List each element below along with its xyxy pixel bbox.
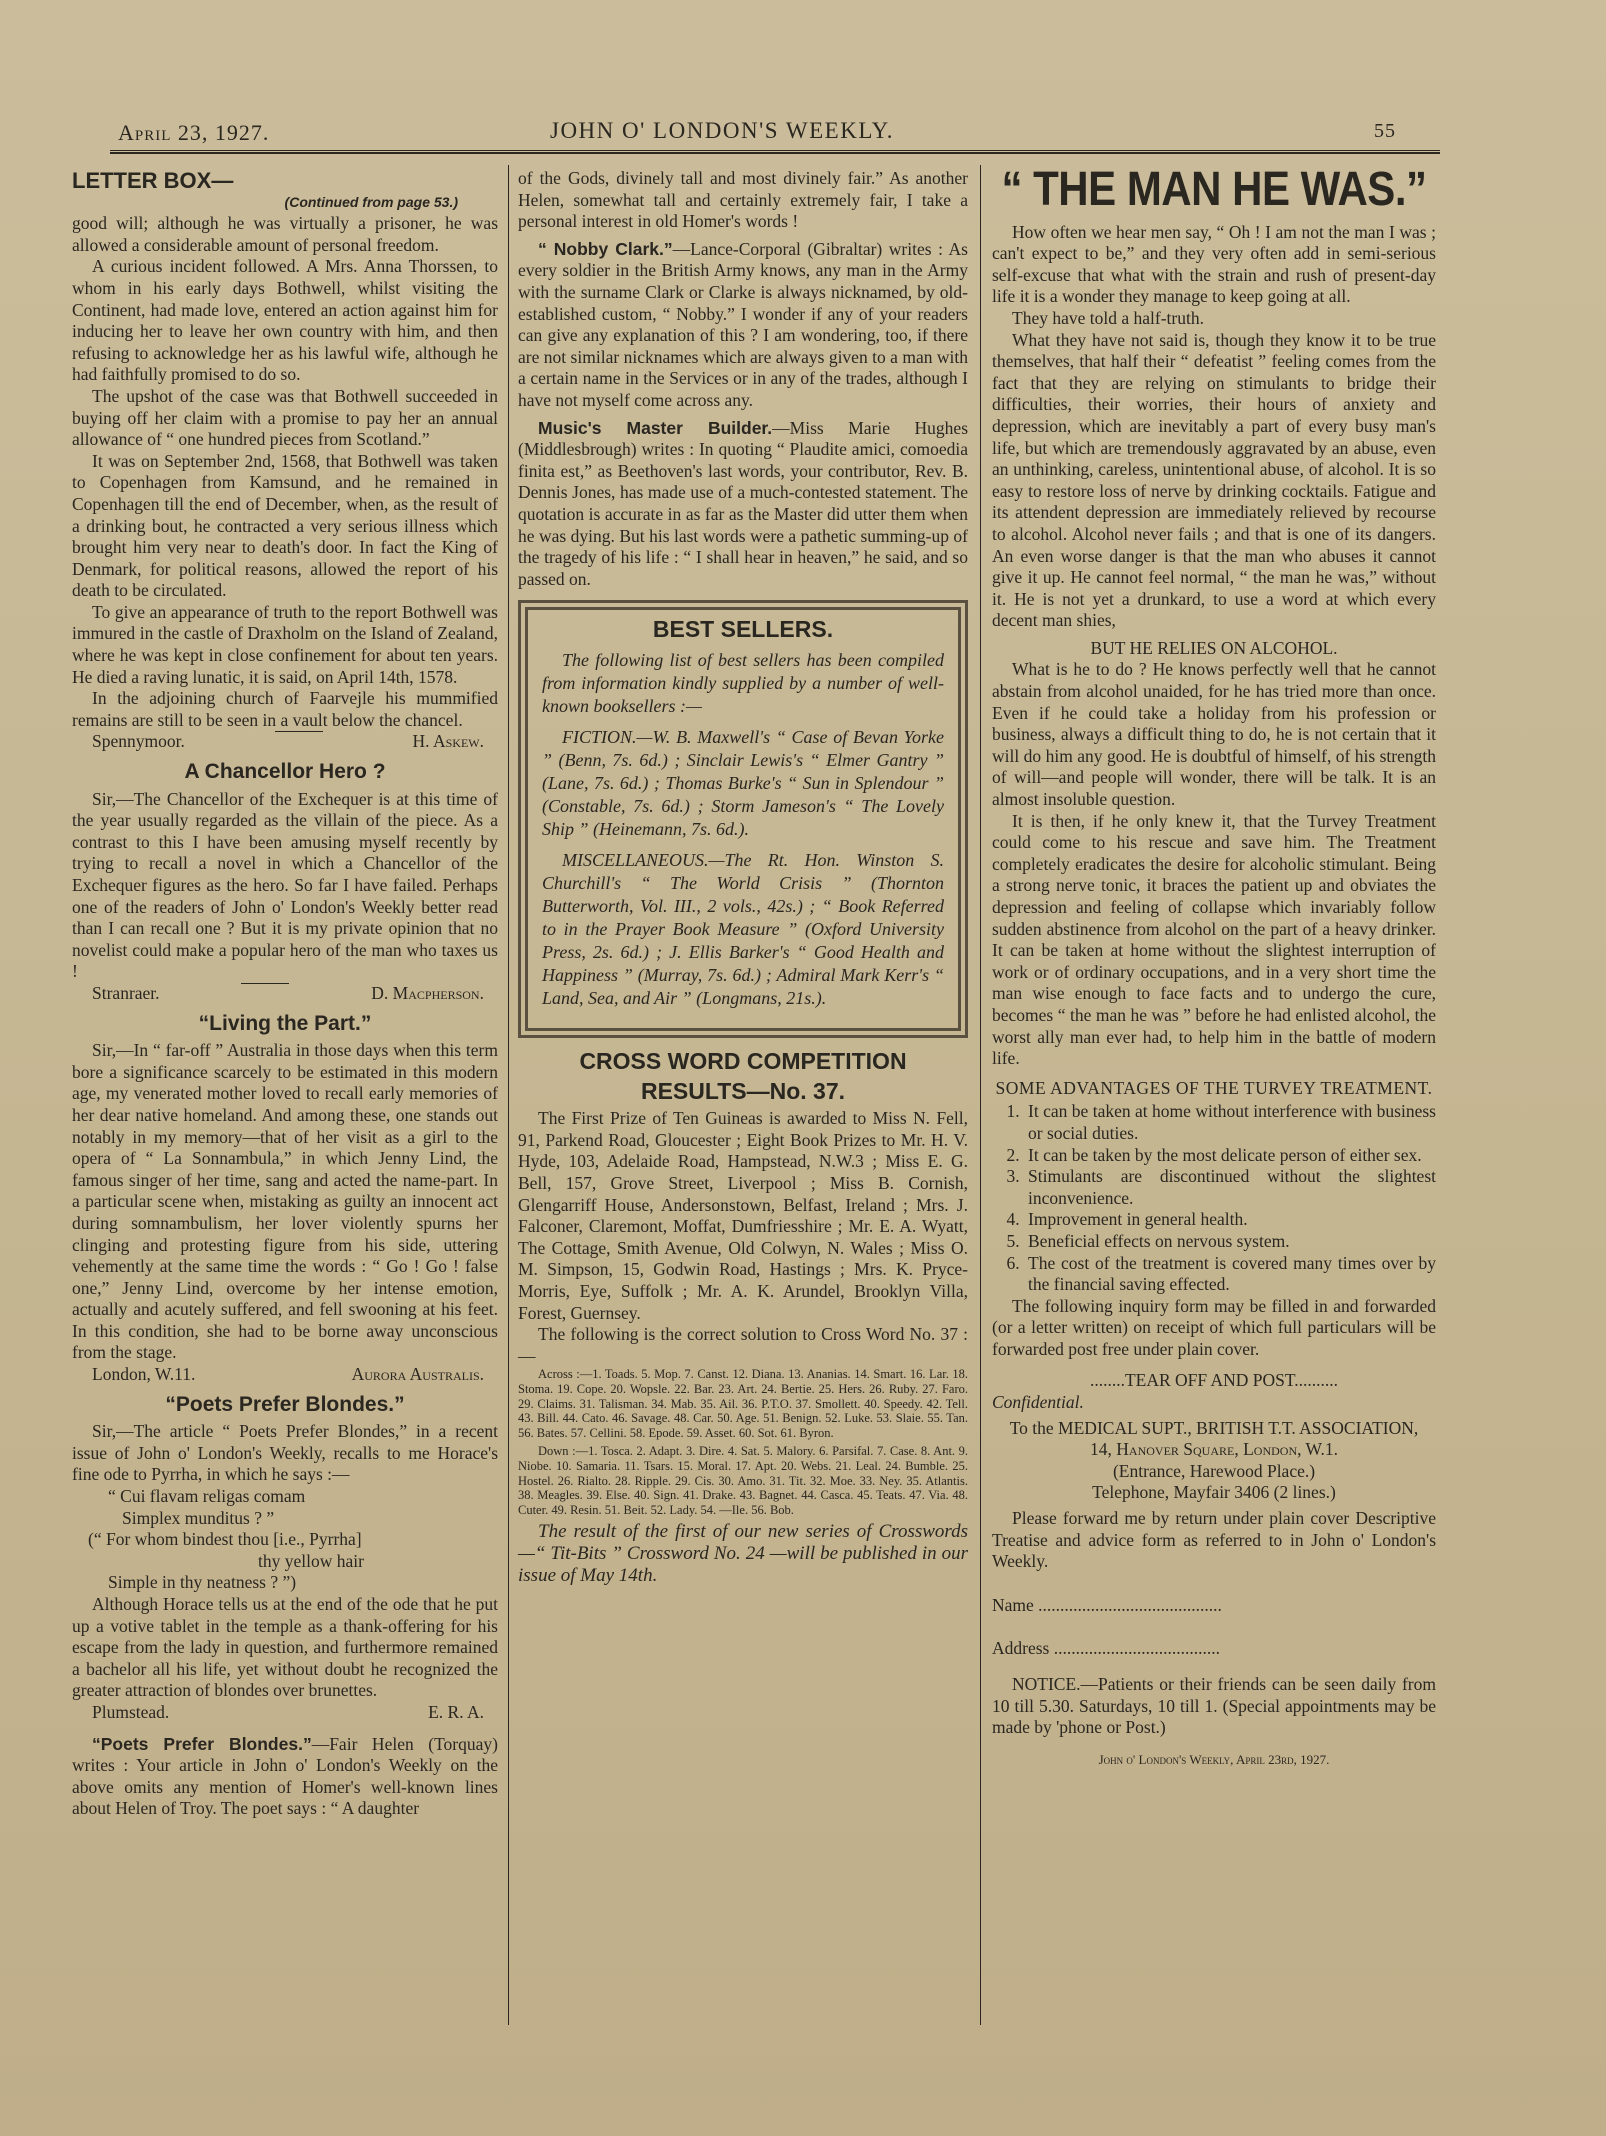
letter-box-paragraph: A curious incident followed. A Mrs. Anna Thorssen, to whom in his early days Bothwell, whilst visiting the Continent, had made love, entered an action against him for inducing her to leave her own country with him, and then refusing to acknowledge her as his lawful wife, although he had faithfully promised to do so. [72, 256, 498, 385]
page-header [110, 114, 1440, 152]
best-sellers-intro: The following list of best sellers has been compiled from information kindly supplied by a number of well-known booksellers :— [542, 650, 944, 717]
recipient-telephone: Telephone, Mayfair 3406 (2 lines.) [1092, 1482, 1336, 1503]
crossword-closing: The result of the first of our new series of Crosswords—“ Tit-Bits ” Crossword No. 24 —will be published in our issue of May 14th. [518, 1521, 968, 1587]
inquiry-text: The following inquiry form may be filled in and forwarded (or a letter written) on receipt of which full particulars will be forwarded post free under plain cover. [992, 1295, 1436, 1359]
advert-subheading: BUT HE RELIES ON ALCOHOL. [1090, 637, 1338, 658]
publication-title: JOHN O' LONDON'S WEEKLY. [550, 118, 894, 143]
crossword-winners: The First Prize of Ten Guineas is awarded to Miss N. Fell, 91, Parkend Road, Gloucester ; Eight Book Prizes to Mr. H. V. Hyde, 103, Adelaide Road, Hampstead, N.W.3 ; Miss E. G. Bell, 157, Grove Street, Liverpool ; Miss B. Cornish, Glengarriff House, Andersonstown, Belfast, Ireland ; Mrs. J. Falconer, Claremont, Moffat, Dumfriesshire ; Mr. E. A. Wyatt, The Cottage, Smith Avenue, Old Colwyn, N. Wales ; Miss O. M. Simpson, 15, Godwin Road, Hastings ; Mrs. K. Pryce-Morris, Eye, Suffolk ; Mr. A. K. Arundel, Brooklyn Villa, Forest, Guernsey. [518, 1108, 968, 1323]
crossword-subheading: RESULTS—No. 37. [640, 1078, 846, 1105]
poets2-continued: of the Gods, divinely tall and most divinely fair.” As another Helen, somewhat tall and certainly extremely fair, I take a personal interest in old Homer's words ! [518, 168, 968, 232]
confidential-label: Confidential. [992, 1392, 1084, 1413]
advert-footer: John o' London's Weekly, April 23rd, 1927. [1098, 1751, 1330, 1767]
signature [72, 1702, 498, 1724]
nobby-heading: “ Nobby Clark.” [538, 238, 673, 259]
continued-note: (Continued from page 53.) [284, 193, 458, 210]
signature [72, 731, 498, 753]
signature-name: Aurora Australis. [351, 1364, 484, 1385]
advert-title: “ THE MAN HE WAS.” [1001, 161, 1427, 216]
poets-intro: Sir,—The article “ Poets Prefer Blondes,” in a recent issue of John o' London's Weekly, recalls to me Horace's fine ode to Pyrrha, in which he says :— [72, 1421, 498, 1485]
signature-name: H. Askew. [412, 731, 484, 752]
column-divider-1 [508, 165, 509, 2025]
name-field[interactable]: Name .......................................... [992, 1594, 1222, 1615]
column-left [72, 168, 498, 1820]
header-rule [110, 150, 1440, 154]
issue-date: April 23, 1927. [118, 120, 270, 145]
letter-box-heading: LETTER BOX— [72, 168, 234, 193]
recipient-entrance: (Entrance, Harewood Place.) [1112, 1460, 1316, 1481]
address-field[interactable]: Address ...................................... [992, 1638, 1220, 1659]
advantages-heading: SOME ADVANTAGES OF THE TURVEY TREATMENT. [995, 1077, 1433, 1098]
signature [72, 1364, 498, 1386]
advert-paragraph: What they have not said is, though they know it to be true themselves, that half their “ defeatist ” feeling comes from the fact that they are relying on stimulants to bridge their difficulties, their worries, their hours of anxiety and depression, which are inevitably a part of every busy man's life, but which are tremendously aggravated by an abuse, even an unthinking, careless, unintentional abuse, of alcohol. It is so easy to restore loss of nerve by drinking cocktails. Fatigue and its attendent depression are immediately relieved by recourse to alcohol. Alcohol never fails ; and that is one of its dangers. An even worse danger is that the man who abuses it cannot give it up. He cannot feel normal, “ the man he was,” without it. He is not yet a drunkard, to use a word at which every decent man shies, [992, 329, 1436, 631]
recipient-address: 14, Hanover Square, London, W.1. [1090, 1439, 1338, 1460]
column-middle [518, 168, 968, 1587]
verse-line: thy yellow hair [258, 1550, 364, 1571]
living-part-heading: “Living the Part.” [198, 1011, 372, 1035]
notice-text: NOTICE.—Patients or their friends can be seen daily from 10 till 5.30. Saturdays, 10 till 1. (Special appointments may be made by 'phone or Post.) [992, 1674, 1436, 1738]
crossword-across: Across :—1. Toads. 5. Mop. 7. Canst. 12. Diana. 13. Ananias. 14. Smart. 16. Lar. 18. Stoma. 19. Cope. 20. Wopsle. 22. Bar. 23. Art. 24. Bertie. 25. Hers. 26. Ruby. 27. Faro. 29. Claims. 31. Talisman. 34. Mab. 35. Ail. 36. P.T.O. 37. Smollett. 40. Speedy. 42. Tell. 43. Bill. 44. Cato. 46. Savage. 48. Car. 50. Age. 51. Benign. 52. Luke. 53. Slaie. 55. Tan. 56. Bates. 57. Cellini. 58. Epode. 59. Asset. 60. Sot. 61. Byron. [518, 1367, 968, 1440]
letter-box-paragraph: The upshot of the case was that Bothwell succeeded in buying off her claim with a promise to pay her an annual allowance of “ one hundred pieces from Scotland.” [72, 385, 498, 450]
advantages-list [992, 1101, 1436, 1295]
list-item: 3. Stimulants are discontinued without the slightest inconvenience. [1024, 1166, 1436, 1209]
page-number: 55 [1374, 120, 1396, 142]
best-sellers-box [518, 600, 968, 1038]
signature-name: D. Macpherson. [371, 982, 484, 1003]
crossword-solution-intro: The following is the correct solution to Cross Word No. 37 :— [518, 1324, 968, 1366]
living-part-text: Sir,—In “ far-off ” Australia in those days when this term bore a significance scarcely to be estimated in this modern age, my venerated mother loved to recall early memories of her dear native homeland. And among these, one stands out notably in my memory—that of her visit as a girl to the opera of “ La Sonnambula,” in which Jenny Lind, the famous singer of her time, sang and acted the name-part. In a particular scene when, mistaking as guilty an innocent act during somnambulism, her lover violently spurns her clinging and protesting figure from his side, uttering vehemently at the same time the words : “ Go ! Go ! false one,” Jenny Lind, overcome by her intense emotion, actually and acutely suffered, and fell swooning at his feet. In this condition, she had to be borne away unconscious from the stage. [72, 1040, 498, 1363]
poets-heading: “Poets Prefer Blondes.” [165, 1392, 405, 1416]
short-divider [275, 731, 323, 753]
verse-line: (“ For whom bindest thou [i.e., Pyrrha] [88, 1529, 362, 1550]
signature-place: Stranraer. [92, 982, 160, 1003]
list-item: 4. Improvement in general health. [1024, 1209, 1436, 1231]
latin-verse [88, 1486, 498, 1594]
advert-paragraph: It is then, if he only knew it, that the Turvey Treatment could come to his rescue and save him. The Treatment completely eradicates the desire for alcoholic stimulant. Being a strong nerve tonic, it braces the patient up and obviates the depression and feeling of collapse which invariably follow sudden abstinence from alcohol on the part of a heavy drinker. It can be taken at home without the slightest interruption of work or of ordinary occupations, and in a very short time the man wise enough to face facts and to undergo the cure, becomes “ the man he was ” before he had enlisted alcohol, the worst ally man ever had, to help him in the battle of modern life. [992, 810, 1436, 1069]
best-sellers-misc: MISCELLANEOUS.—The Rt. Hon. Winston S. Churchill's “ The World Crisis ” (Thornton Butterworth, Vol. III., 2 vols., 42s.) ; “ Book Referred to in the Prayer Book Measure ” (Oxford University Press, 2s. 6d.) ; J. Ellis Barker's “ Good Health and Happiness ” (Murray, 7s. 6d.) ; Admiral Mark Kerr's “ Land, Sea, and Air ” (Longmans, 21s.). [542, 850, 944, 1009]
letter-box-paragraph: In the adjoining church of Faarvejle his mummified remains are still to be seen in a vault below the chancel. [72, 688, 498, 730]
crossword-down: Down :—1. Tosca. 2. Adapt. 3. Dire. 4. Sat. 5. Malory. 6. Parsifal. 7. Case. 8. Ant. 9. Niobe. 10. Samaria. 11. Tsars. 15. Moral. 17. Apt. 20. Webs. 21. Leal. 24. Bumble. 25. Hostel. 26. Rialto. 28. Ripple. 29. Cis. 30. Amo. 31. Tit. 32. Moe. 33. Ney. 35. Atlantis. 38. Meagles. 39. Else. 40. Sign. 41. Drake. 43. Bagnet. 44. Casca. 45. Teats. 47. Via. 48. Cuter. 49. Resin. 51. Beit. 52. Lady. 54. —Ile. 56. Bob. [518, 1444, 968, 1517]
crossword-heading: CROSS WORD COMPETITION [579, 1048, 907, 1075]
list-item: 1. It can be taken at home without interference with business or social duties. [1024, 1101, 1436, 1144]
signature-place: London, W.11. [92, 1364, 196, 1385]
best-sellers-heading: BEST SELLERS. [652, 616, 834, 643]
advert-paragraph: How often we hear men say, “ Oh ! I am not the man I was ; can't expect to be,” and they very often add in semi-serious self-excuse that what with the strain and rush of present-day life it is a wonder they manage to keep going at all. [992, 221, 1436, 307]
verse-line: Simple in thy neatness ? ”) [108, 1572, 297, 1593]
list-item: 5. Beneficial effects on nervous system. [1024, 1231, 1436, 1253]
verse-line: “ Cui flavam religas comam [108, 1486, 306, 1507]
signature [72, 983, 498, 1005]
letter-box-paragraph: good will; although he was virtually a prisoner, he was allowed a considerable amount of personal freedom. [72, 213, 498, 255]
signature-place: Plumstead. [92, 1701, 170, 1722]
advert-paragraph: They have told a half-truth. [1012, 307, 1204, 328]
chancellor-heading: A Chancellor Hero ? [184, 760, 386, 784]
column-right [992, 161, 1436, 1770]
signature-name: E. R. A. [428, 1701, 484, 1722]
poets-text: Although Horace tells us at the end of the ode that he put up a votive tablet in the temple as a thank-offering for his escape from the lady in question, and furthermore remained a bachelor all his life, yet without doubt he recognized the greater attraction of blondes over brunettes. [72, 1594, 498, 1701]
column-divider-2 [980, 165, 981, 2025]
letter-box-paragraph: It was on September 2nd, 1568, that Bothwell was taken to Copenhagen from Kamsund, and he remained in Copenhagen till the end of December, when, as the result of a drinking bout, he contracted a very serious illness which brought him very near to death's door. In fact the King of Denmark, for political reasons, allowed the report of his death to be circulated. [72, 450, 498, 601]
verse-line: Simplex munditus ? ” [122, 1507, 275, 1528]
nobby-text: —Lance-Corporal (Gibraltar) writes : As every soldier in the British Army knows, any man in the Army with the surname Clark or Clarke is always nicknamed, by old-established custom, “ Nobby.” I wonder if any of your readers can give any explanation of this ? I am wondering, too, if there are not similar nicknames which are always given to a man with a certain name in the Services or in any of the trades, although I have not myself come across any. [518, 238, 968, 410]
advert-paragraph: What is he to do ? He knows perfectly well that he cannot abstain from alcohol unaided, for he has tried more than once. Even if he could take a holiday from his profession or business, always a difficult thing to do, he is not certain that it will do him any good. He is doubtful of himself, of his strength of will—and people will wonder, there will be talk. It is an almost insoluble question. [992, 659, 1436, 810]
list-item: 2. It can be taken by the most delicate person of either sex. [1024, 1145, 1436, 1167]
letter-box-paragraph: To give an appearance of truth to the report Bothwell was immured in the castle of Draxholm on the Island of Zealand, where he was kept in close confinement for about ten years. He died a raving lunatic, it is said, on April 14th, 1578. [72, 601, 498, 687]
music-heading: Music's Master Builder. [538, 417, 773, 438]
music-text: —Miss Marie Hughes (Middlesbrough) writes : In quoting “ Plaudite amici, comoedia finita est,” as Beethoven's last words, your contributor, Rev. B. Dennis Jones, has made use of a much-contested statement. The quotation is accurate in as far as the Master did utter them when he was dying. But his last words were a pathetic summing-up of the tragedy of his life : “ I shall hear in heaven,” he said, and so passed on. [518, 417, 969, 589]
best-sellers-fiction: FICTION.—W. B. Maxwell's “ Case of Bevan Yorke ” (Benn, 7s. 6d.) ; Sinclair Lewis's “ Elmer Gantry ” (Lane, 7s. 6d.) ; Thomas Burke's “ Sun in Splendour ” (Constable, 7s. 6d.) ; Storm Jameson's “ The Lovely Ship ” (Heinemann, 7s. 6d.). [542, 727, 944, 840]
signature-place: Spennymoor. [92, 731, 185, 752]
poets2-text: —Fair Helen (Torquay) writes : Your article in John o' London's Weekly on the above omits any mention of Homer's well-known lines about Helen of Troy. The poet says : “ A daughter [72, 1733, 498, 1819]
list-item: 6. The cost of the treatment is covered many times over by the financial saving effected. [1024, 1253, 1436, 1296]
request-text: Please forward me by return under plain cover Descriptive Treatise and advice form as referred to in John o' London's Weekly. [992, 1508, 1436, 1572]
recipient-line: To the MEDICAL SUPT., BRITISH T.T. ASSOCIATION, [1009, 1417, 1419, 1438]
chancellor-text: Sir,—The Chancellor of the Exchequer is at this time of the year usually regarded as the villain of the piece. As a contrast to this I have been amusing myself recently by trying to recall a novel in which a Chancellor of the Exchequer figures as the hero. So far I have failed. Perhaps one of the readers of John o' London's Weekly better read than I can recall one ? But it is my private opinion that no novelist could make a popular hero of the man who taxes us ! [72, 788, 498, 982]
poets2-heading: “Poets Prefer Blondes.” [92, 1733, 312, 1754]
tear-off-line: ........TEAR OFF AND POST.......... [1089, 1370, 1339, 1391]
short-divider [241, 983, 289, 1005]
